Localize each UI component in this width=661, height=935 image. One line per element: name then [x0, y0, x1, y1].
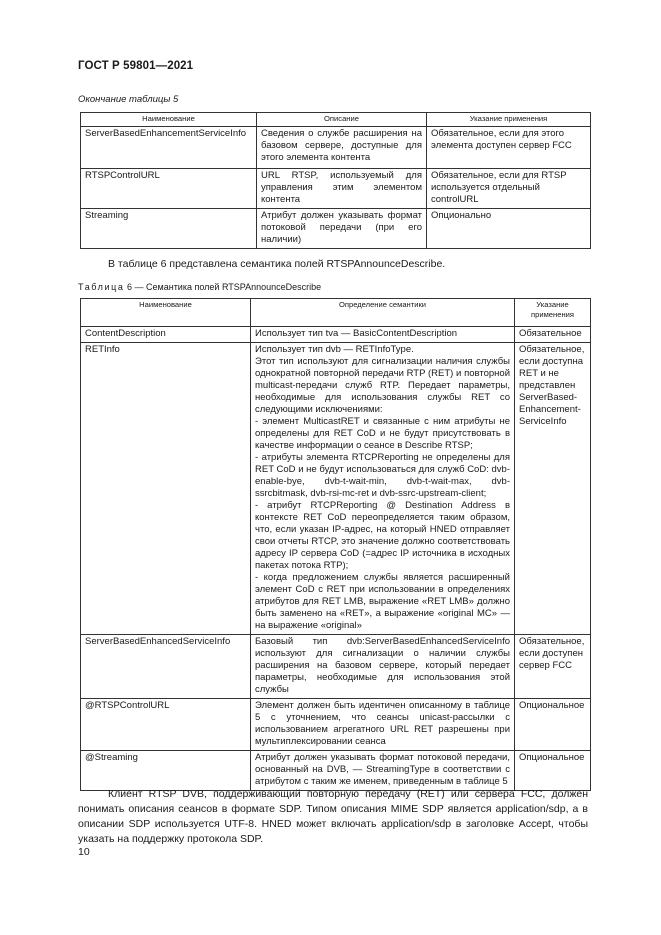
table-cell: Обязательное: [515, 327, 591, 343]
table5-caption: Окончание таблицы 5: [78, 94, 179, 105]
table-cell: Использует тип tva — BasicContentDescription: [251, 327, 515, 343]
table-cell: Опциональное: [515, 699, 591, 751]
table-row: [81, 343, 591, 635]
table-cell: Сведения о службе расширения на базовом сервере, доступные для этого элемента контента: [257, 127, 427, 169]
table-row: [81, 127, 591, 169]
table-cell: Опционально: [427, 209, 591, 249]
table6-header-row: [81, 299, 591, 327]
table-cell: Streaming: [81, 209, 257, 249]
table-cell: RTSPControlURL: [81, 169, 257, 209]
table-cell: Элемент должен быть идентичен описанному в таблице 5 с уточнением, что сеансы unicast-рассылки с использованием агрегатного URL RET разрешены при мультиплексировании сеанса: [251, 699, 515, 751]
table-cell: @Streaming: [81, 751, 251, 791]
table5-header-description: Описание: [257, 113, 427, 127]
table-row: [81, 751, 591, 791]
table-5: [80, 112, 591, 249]
table-row: [81, 327, 591, 343]
table-6: [80, 298, 591, 791]
table5-header-name: Наименование: [81, 113, 257, 127]
table-cell: Обязательное, если доступен сервер FCC: [515, 635, 591, 699]
table-cell: Опциональное: [515, 751, 591, 791]
table-cell: Атрибут должен указывать формат потоковой передачи (при его наличии): [257, 209, 427, 249]
table5-header-row: [81, 113, 591, 127]
document-header: ГОСТ Р 59801—2021: [78, 60, 194, 72]
table5-header-usage: Указание применения: [427, 113, 591, 127]
table6-caption-prefix: Таблица: [78, 282, 125, 292]
table-row: [81, 635, 591, 699]
table-cell: Использует тип dvb — RETInfoType. Этот тип используют для сигнализации наличия службы однократной повторной передачи RTP (RET) и повторной multicast-передачи служб RTP. Передает параметры, необходимые для использования службы RET со следующими исключениями: - элемент MulticastRET и связанные с ним атрибуты не определены для RET CoD и не будут присутствовать в качестве информации о сеансе в Describe RTSP; - атрибуты элемента RTCPReporting не определены для RET CoD и не будут использоваться для служб CoD: dvb-enable-bye, dvb-t-wait-min, dvb-t-wait-max, dvb-ssrcbitmask, dvb-rsi-mc-ret и dvb-ssrc-upstream-client; - атрибут RTCPReporting @ Destination Address в контексте RET CoD переопределяется таким образом, что, если указан IP-адрес, на который HNED отправляет свои отчеты RTCP, это значение должно соответствовать адресу IP сервера CoD (=адрес IP источника в исходных пакетах потока RTP); - когда предложением службы является расширенный элемент CoD с RET при использовании в определениях атрибутов для RET LMB, выражение «RET LMB» должно быть заменено на «RET», а выражение «original MC» — на выражение «original»: [251, 343, 515, 635]
table-cell: Атрибут должен указывать формат потоковой передачи, основанный на DVB, — StreamingType в соответствии с атрибутом с таким же именем, приведенным в таблице 5: [251, 751, 515, 791]
table-row: [81, 169, 591, 209]
table-cell: ContentDescription: [81, 327, 251, 343]
paragraph-rtsp-client: Клиент RTSP DVB, поддерживающий повторную передачу (RET) или сервера FCC, должен понимать описания сеансов в формате SDP. Типом описания MIME SDP является application/sdp, а в описании SDP используется UTF-8. HNED может включать application/sdp в заголовке Accept, чтобы указать на поддержку протокола SDP.: [78, 788, 588, 845]
table-cell: Обязательное, если доступна RET и не представлен ServerBased-Enhancement-ServiceInfo: [515, 343, 591, 635]
table-cell: ServerBasedEnhancedServiceInfo: [81, 635, 251, 699]
table6-caption: [78, 282, 321, 292]
table6-header-usage: Указание применения: [515, 299, 591, 327]
table-cell: RETInfo: [81, 343, 251, 635]
page-number: 10: [78, 846, 90, 858]
table6-header-semantics: Определение семантики: [251, 299, 515, 327]
paragraph-table6-intro: В таблице 6 представлена семантика полей RTSPAnnounceDescribe.: [108, 258, 446, 270]
table-cell: Обязательное, если для этого элемента доступен сервер FCC: [427, 127, 591, 169]
table-row: [81, 209, 591, 249]
table-cell: Обязательное, если для RTSP используется отдельный controlURL: [427, 169, 591, 209]
table-cell: URL RTSP, используемый для управления этим элементом контента: [257, 169, 427, 209]
table6-caption-text: 6 — Семантика полей RTSPAnnounceDescribe: [127, 282, 322, 292]
table-cell: Базовый тип dvb:ServerBasedEnhancedServiceInfo используют для сигнализации о наличии службы расширения на базовом сервере, который передает параметры, необходимые для использования этой службы: [251, 635, 515, 699]
table-cell: @RTSPControlURL: [81, 699, 251, 751]
table-cell: ServerBasedEnhancementServiceInfo: [81, 127, 257, 169]
table6-header-name: Наименование: [81, 299, 251, 327]
table-row: [81, 699, 591, 751]
